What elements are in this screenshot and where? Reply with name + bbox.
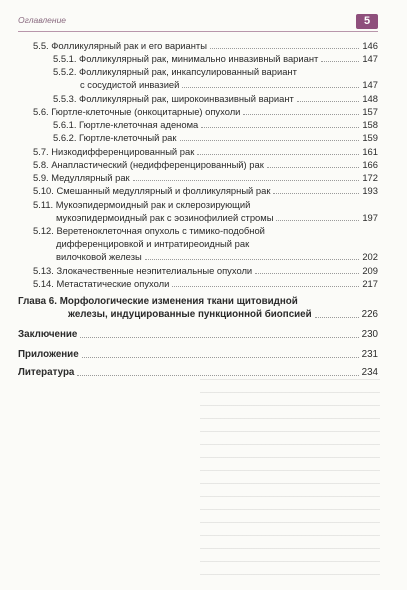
toc-entry[interactable] — [33, 159, 378, 171]
leader-dots — [197, 154, 359, 155]
leader-dots — [180, 140, 360, 141]
toc-entry-page: 148 — [362, 93, 378, 104]
toc-entry-title: 5.13. Злокачественные неэпителиальные опухоли — [33, 265, 253, 276]
toc-entry-title: Литература — [18, 367, 75, 378]
toc-entry[interactable] — [33, 146, 378, 158]
toc-entry-page: 234 — [361, 367, 378, 378]
toc-entry-title: 5.5. Фолликулярный рак и его варианты — [33, 40, 207, 51]
leader-dots — [80, 337, 358, 338]
toc-chapter-entry[interactable] — [18, 349, 378, 361]
toc-entry-title-line1: 5.11. Мукоэпидермоидный рак и склерозирующий — [33, 199, 251, 210]
toc-entry-title: 5.10. Смешанный медуллярный и фолликулярный рак — [33, 185, 271, 196]
toc-entry[interactable] — [56, 212, 378, 224]
toc-entry[interactable] — [33, 40, 378, 52]
chapter-title-line2: железы, индуцированные пункционной биопсией — [68, 309, 312, 320]
toc-entry-title: 5.9. Медуллярный рак — [33, 172, 130, 183]
toc-entry-title-line2: дифференцировкой и интратиреоидный рак — [56, 238, 250, 249]
toc-entry-title: 5.14. Метастатические опухоли — [33, 278, 170, 289]
toc-entry[interactable] — [53, 119, 378, 131]
toc-entry-page: 166 — [362, 159, 378, 170]
toc-entry-page: 193 — [362, 185, 378, 196]
toc-entry-title-line2: мукоэпидермоидный рак с эозинофилией стромы — [56, 212, 274, 223]
toc-entry-page: 147 — [362, 79, 378, 90]
toc-entry-page: 209 — [362, 265, 378, 276]
toc-entry-page: 226 — [361, 309, 378, 320]
toc-entry-title-line1: 5.12. Веретеноклеточная опухоль с тимико-подобной — [33, 225, 265, 236]
toc-entry[interactable] — [53, 132, 378, 144]
toc-entry[interactable] — [56, 251, 378, 263]
bleed-through-text — [200, 370, 380, 580]
toc-entry-page: 147 — [362, 53, 378, 64]
page-number-badge: 5 — [356, 14, 378, 29]
leader-dots — [243, 114, 359, 115]
chapter-title-line1: Глава 6. Морфологические изменения ткани щитовидной — [18, 296, 298, 307]
toc-entry[interactable] — [33, 278, 378, 290]
toc-entry[interactable] — [33, 172, 378, 184]
toc-entry-page: 202 — [362, 251, 378, 262]
toc-chapter-entry[interactable] — [18, 329, 378, 341]
leader-dots — [77, 375, 358, 376]
leader-dots — [297, 101, 360, 102]
toc-entry-page: 230 — [361, 329, 378, 340]
toc-entry-page: 172 — [362, 172, 378, 183]
toc-entry[interactable] — [33, 106, 378, 118]
toc-entry-title: 5.5.1. Фолликулярный рак, минимально инвазивный вариант — [53, 53, 319, 64]
toc-entry-page: 217 — [362, 278, 378, 289]
leader-dots — [315, 317, 359, 318]
toc-entry[interactable] — [80, 79, 378, 91]
toc-chapter-entry[interactable] — [18, 367, 378, 379]
toc-entry-page: 158 — [362, 119, 378, 130]
toc-entry-title-line1: 5.5.2. Фолликулярный рак, инкапсулированный вариант — [53, 66, 297, 77]
toc-entry-page: 197 — [362, 212, 378, 223]
leader-dots — [172, 286, 359, 287]
toc-entry-page: 231 — [361, 349, 378, 360]
toc-entry-title-line2: с сосудистой инвазией — [80, 79, 180, 90]
toc-entry-title: 5.7. Низкодифференцированный рак — [33, 146, 195, 157]
leader-dots — [201, 127, 359, 128]
header-divider — [18, 31, 378, 32]
toc-entry-title: Приложение — [18, 349, 79, 360]
leader-dots — [273, 193, 359, 194]
toc-entry-page: 161 — [362, 146, 378, 157]
leader-dots — [133, 180, 360, 181]
leader-dots — [182, 87, 359, 88]
toc-entry[interactable] — [33, 265, 378, 277]
toc-entry-page: 146 — [362, 40, 378, 51]
toc-chapter-entry[interactable] — [68, 309, 378, 321]
toc-entry[interactable] — [53, 93, 378, 105]
leader-dots — [276, 220, 359, 221]
leader-dots — [82, 357, 359, 358]
leader-dots — [255, 273, 359, 274]
toc-entry[interactable] — [53, 53, 378, 65]
toc-entry-title: 5.5.3. Фолликулярный рак, широкоинвазивный вариант — [53, 93, 294, 104]
toc-entry-title: Заключение — [18, 329, 78, 340]
toc-entry-page: 157 — [362, 106, 378, 117]
toc-entry[interactable] — [33, 185, 378, 197]
leader-dots — [267, 167, 360, 168]
leader-dots — [210, 48, 359, 49]
running-header — [18, 14, 378, 30]
toc-entry-title: 5.6.1. Гюртле-клеточная аденома — [53, 119, 199, 130]
toc-entry-title: 5.6. Гюртле-клеточные (онкоцитарные) опухоли — [33, 106, 241, 117]
toc-entry-title: 5.6.2. Гюртле-клеточный рак — [53, 132, 177, 143]
leader-dots — [145, 259, 360, 260]
leader-dots — [321, 61, 359, 62]
header-section-label: Оглавление — [18, 15, 67, 25]
toc-entry-page: 159 — [362, 132, 378, 143]
toc-entry-title: 5.8. Анапластический (недифференцированный) рак — [33, 159, 264, 170]
toc-entry-title-line3: вилочковой железы — [56, 251, 142, 262]
